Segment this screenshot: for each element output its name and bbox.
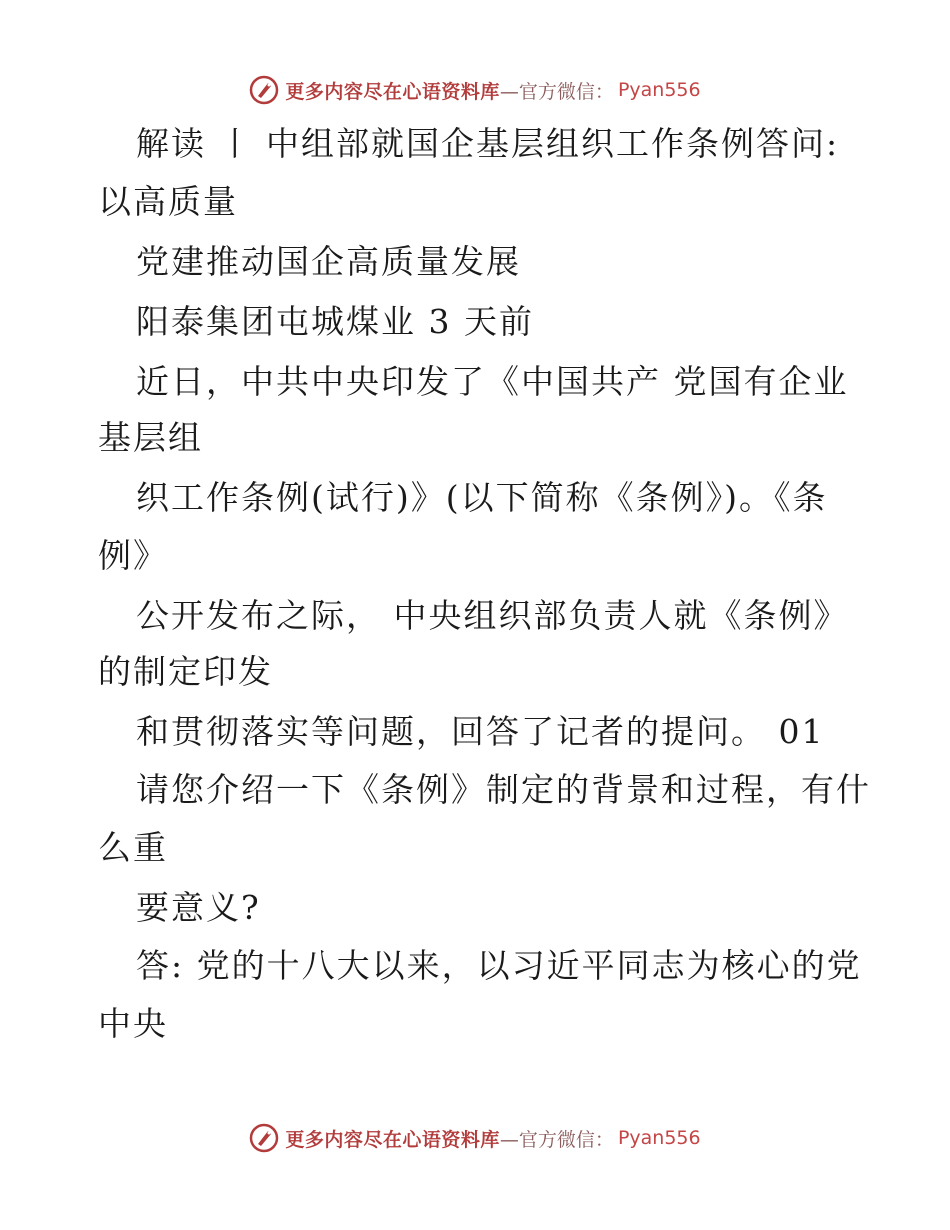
text-line-3: 党建推动国企高质量发展 <box>136 242 521 281</box>
pen-nib-circle-icon <box>249 1123 279 1153</box>
text-line-16: 中央 <box>98 1004 168 1043</box>
text-line-9: 公开发布之际， 中央组织部负责人就《条例》 <box>136 596 849 635</box>
text-line-7: 织工作条例(试行)》(以下简称《条例》)。《条 <box>136 478 828 517</box>
watermark-main-text: 更多内容尽在心语资料库 <box>285 1128 500 1151</box>
text-line-14: 要意义? <box>136 888 261 927</box>
watermark-sub-text: —官方微信： <box>499 1128 614 1151</box>
pen-nib-circle-icon <box>249 75 279 105</box>
text-line-15: 答: 党的十八大以来，以习近平同志为核心的党 <box>136 946 862 985</box>
text-line-12: 请您介绍一下《条例》制定的背景和过程，有什 <box>136 770 871 809</box>
watermark-sub-text: —官方微信： <box>499 80 614 103</box>
text-line-13: 么重 <box>98 828 168 867</box>
text-line-2: 以高质量 <box>98 182 238 221</box>
watermark-id-text: Pyan556 <box>617 79 701 101</box>
text-line-8: 例》 <box>98 536 168 575</box>
footer-watermark <box>0 1118 950 1158</box>
header-watermark <box>0 70 950 110</box>
text-line-1: 解读 丨 中组部就国企基层组织工作条例答问: <box>136 124 840 163</box>
text-line-6: 基层组 <box>98 418 203 457</box>
text-line-11: 和贯彻落实等问题，回答了记者的提问。 01 <box>136 712 825 751</box>
text-line-10: 的制定印发 <box>98 652 273 691</box>
text-line-5: 近日，中共中央印发了《中国共产 党国有企业 <box>136 362 849 401</box>
text-line-4: 阳泰集团屯城煤业 3 天前 <box>136 302 534 341</box>
watermark-id-text: Pyan556 <box>617 1127 701 1149</box>
watermark-main-text: 更多内容尽在心语资料库 <box>285 80 500 103</box>
